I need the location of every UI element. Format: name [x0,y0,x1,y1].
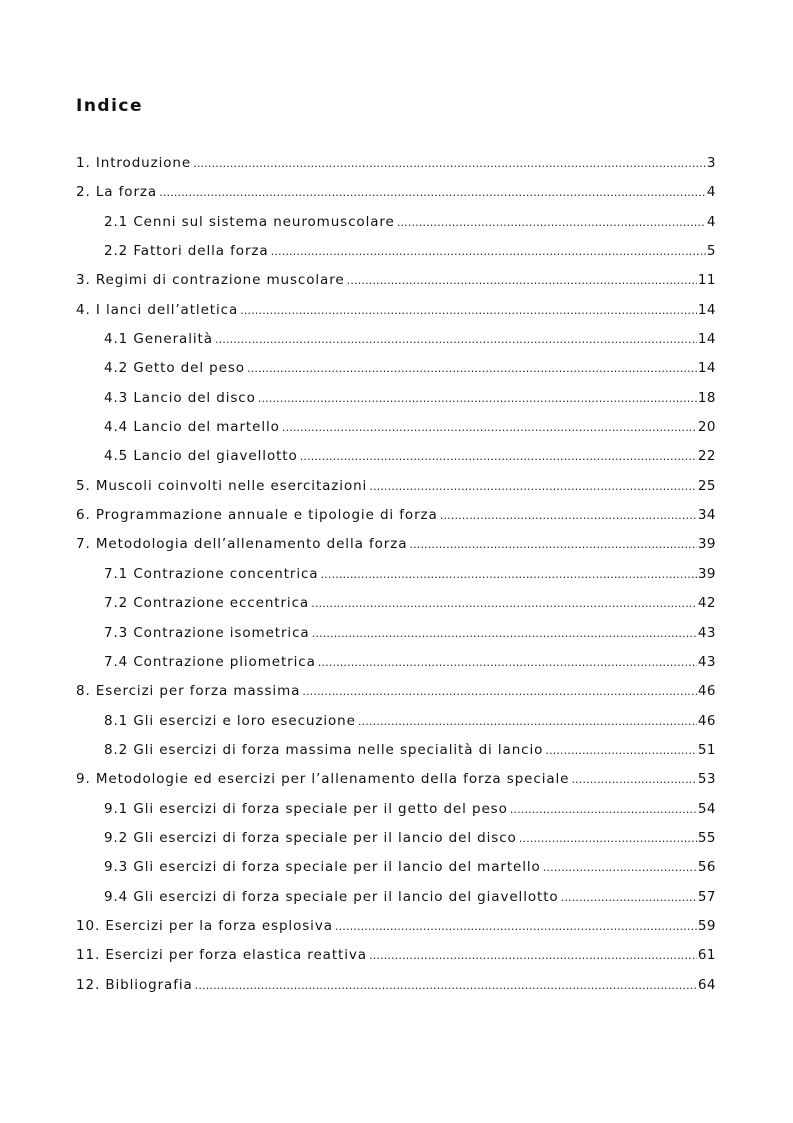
toc-entry [76,478,716,507]
toc-entry [76,390,716,419]
toc-entry-page-number: 5 [706,243,716,260]
toc-entry [76,419,716,448]
toc-entry [76,155,716,184]
toc-entry-label: 4. I lanci dell’atletica [76,301,239,318]
toc-entry-label: 1. Introduzione [76,155,192,171]
toc-entry-page-number: 46 [697,683,716,700]
toc-dot-leader [397,216,706,229]
toc-dot-leader [258,392,697,405]
toc-dot-leader [159,186,706,199]
toc-entry-page-number: 39 [697,565,716,582]
toc-entry [76,683,716,712]
toc-entry [76,448,716,477]
toc-dot-leader [193,157,706,170]
toc-entry-label: 4.3 Lancio del disco [104,389,256,406]
toc-entry-label: 12. Bibliografia [76,976,193,993]
toc-entry [76,830,716,859]
toc-dot-leader [369,949,697,962]
toc-dot-leader [282,421,697,434]
toc-entry [76,243,716,272]
toc-entry [76,947,716,976]
toc-entry [76,801,716,830]
toc-dot-leader [195,979,697,992]
toc-dot-leader [440,509,697,522]
toc-dot-leader [271,245,706,258]
toc-entry-page-number: 43 [697,653,716,670]
toc-entry-page-number: 11 [697,272,716,289]
toc-entry-label: 9.1 Gli esercizi di forza speciale per il getto del peso [104,800,508,817]
toc-entry [76,595,716,624]
toc-dot-leader [409,538,696,551]
toc-entry-page-number: 59 [697,917,716,934]
toc-entry-page-number: 4 [706,213,716,230]
toc-entry-label: 2.2 Fattori della forza [104,243,269,260]
toc-dot-leader [561,891,697,904]
toc-entry-label: 6. Programmazione annuale e tipologie di forza [76,507,438,524]
toc-dot-leader [240,304,697,317]
toc-entry [76,625,716,654]
toc-entry-label: 7.4 Contrazione pliometrica [104,653,316,670]
toc-dot-leader [369,480,697,493]
toc-entry-label: 4.1 Generalità [104,331,213,348]
toc-entry-label: 4.4 Lancio del martello [104,419,280,436]
toc-entry [76,272,716,301]
toc-entry-label: 7.3 Contrazione isometrica [104,624,310,641]
toc-entry-label: 8.1 Gli esercizi e loro esecuzione [104,712,356,729]
toc-dot-leader [545,744,697,757]
toc-entry [76,302,716,331]
toc-entry-page-number: 61 [697,947,716,964]
toc-dot-leader [300,450,697,463]
toc-entry [76,360,716,389]
toc-dot-leader [519,832,697,845]
toc-entry [76,331,716,360]
toc-entry-page-number: 64 [697,976,716,993]
toc-entry-page-number: 14 [697,360,716,377]
toc-entry [76,214,716,243]
toc-entry-page-number: 14 [697,331,716,348]
toc-entry-page-number: 43 [697,624,716,641]
toc-entry [76,536,716,565]
toc-entry [76,566,716,595]
toc-entry-label: 9.4 Gli esercizi di forza speciale per il lancio del giavellotto [104,888,559,905]
toc-entry-label: 11. Esercizi per forza elastica reattiva [76,947,367,964]
toc-entry [76,977,716,1006]
toc-dot-leader [302,685,697,698]
toc-dot-leader [318,656,697,669]
toc-entry [76,918,716,947]
toc-entry [76,184,716,213]
toc-entry-label: 3. Regimi di contrazione muscolare [76,272,345,289]
toc-entry-page-number: 51 [697,741,716,758]
toc-entry [76,889,716,918]
toc-entry [76,771,716,800]
toc-entry-page-number: 3 [706,155,716,171]
toc-entry-page-number: 55 [697,829,716,846]
toc-dot-leader [347,274,697,287]
toc-entry [76,742,716,771]
toc-entry-page-number: 18 [697,389,716,406]
toc-entry [76,859,716,888]
toc-entry-page-number: 34 [697,507,716,524]
toc-entry [76,507,716,536]
toc-entry-label: 5. Muscoli coinvolti nelle esercitazioni [76,477,368,494]
toc-dot-leader [510,803,697,816]
toc-entry-label: 8. Esercizi per forza massima [76,683,301,700]
toc-entry-page-number: 20 [697,419,716,436]
toc-entry-label: 9.2 Gli esercizi di forza speciale per il lancio del disco [104,829,517,846]
toc-entry-page-number: 25 [697,477,716,494]
page-title: Indice [76,96,144,116]
toc-dot-leader [335,920,697,933]
toc-dot-leader [358,715,697,728]
toc-entry-label: 4.2 Getto del peso [104,360,245,377]
table-of-contents [76,155,716,1006]
toc-dot-leader [311,597,697,610]
toc-entry-label: 9.3 Gli esercizi di forza speciale per il lancio del martello [104,859,541,876]
toc-entry-label: 2. La forza [76,184,158,201]
toc-entry [76,654,716,683]
toc-entry-page-number: 57 [697,888,716,905]
toc-entry-label: 10. Esercizi per la forza esplosiva [76,917,333,934]
toc-entry-page-number: 39 [697,536,716,553]
toc-entry-label: 7.2 Contrazione eccentrica [104,595,310,612]
toc-entry-page-number: 56 [697,859,716,876]
toc-entry-label: 8.2 Gli esercizi di forza massima nelle specialità di lancio [104,741,544,758]
toc-entry-label: 2.1 Cenni sul sistema neuromuscolare [104,213,395,230]
toc-dot-leader [571,773,696,786]
toc-dot-leader [215,333,697,346]
toc-entry-page-number: 22 [697,448,716,465]
toc-entry-label: 7.1 Contrazione concentrica [104,565,319,582]
toc-entry-page-number: 46 [697,712,716,729]
toc-entry [76,713,716,742]
toc-entry-page-number: 42 [697,595,716,612]
toc-entry-page-number: 14 [697,301,716,318]
toc-entry-page-number: 53 [697,771,716,788]
toc-entry-label: 9. Metodologie ed esercizi per l’allenamento della forza speciale [76,771,570,788]
toc-entry-label: 7. Metodologia dell’allenamento della forza [76,536,408,553]
toc-dot-leader [312,627,697,640]
toc-dot-leader [543,861,697,874]
toc-dot-leader [320,568,696,581]
toc-entry-page-number: 54 [697,800,716,817]
toc-entry-page-number: 4 [706,184,716,201]
toc-dot-leader [247,362,697,375]
toc-entry-label: 4.5 Lancio del giavellotto [104,448,298,465]
